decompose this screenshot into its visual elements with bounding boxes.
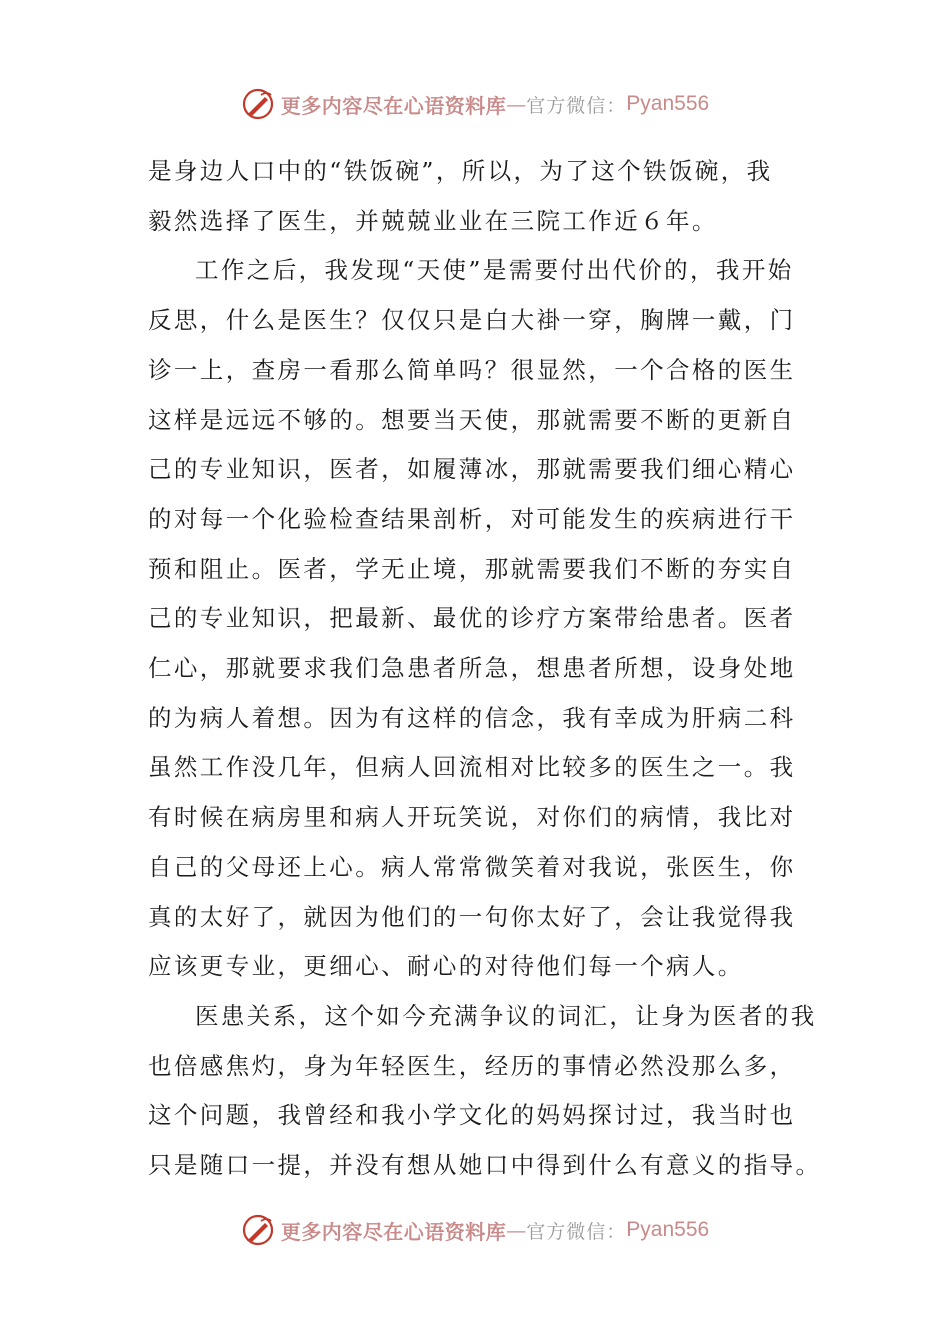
- paragraph-start-line: 工作之后，我发现“天使”是需要付出代价的，我开始: [195, 256, 794, 285]
- body-line: 也倍感焦灼，身为年轻医生，经历的事情必然没那么多，: [148, 1051, 796, 1080]
- body-line: 预和阻止。医者，学无止境，那就需要我们不断的夯实自: [148, 554, 796, 583]
- body-line: 是身边人口中的“铁饭碗”，所以，为了这个铁饭碗，我: [148, 157, 773, 185]
- body-line: 的对每一个化验检查结果剖析，对可能发生的疾病进行干: [148, 504, 796, 533]
- footer-wechat-id: Pyan556: [626, 1218, 710, 1241]
- pen-logo-icon: [241, 87, 275, 121]
- footer-banner: [0, 1210, 950, 1250]
- body-line: 只是随口一提，并没有想从她口中得到什么有意义的指导。: [148, 1151, 822, 1180]
- pen-logo-icon: [241, 1213, 275, 1247]
- body-line: 反思，什么是医生？仅仅只是白大褂一穿，胸牌一戴，门: [148, 306, 796, 335]
- body-line: 己的专业知识，医者，如履薄冰，那就需要我们细心精心: [148, 455, 796, 484]
- body-line: 己的专业知识，把最新、最优的诊疗方案带给患者。医者: [148, 604, 796, 633]
- body-line: 诊一上，查房一看那么简单吗？很显然，一个合格的医生: [148, 355, 796, 384]
- body-line: 这样是远远不够的。想要当天使，那就需要不断的更新自: [148, 405, 796, 434]
- footer-separator: —: [506, 1218, 527, 1242]
- paragraph-start-line: 医患关系，这个如今充满争议的词汇，让身为医者的我: [195, 1001, 817, 1030]
- body-line: 毅然选择了医生，并兢兢业业在三院工作近６年。: [148, 206, 718, 235]
- body-line: 的为病人着想。因为有这样的信念，我有幸成为肝病二科: [148, 703, 796, 732]
- body-line: 有时候在病房里和病人开玩笑说，对你们的病情，我比对: [148, 803, 796, 832]
- header-promo-text: 更多内容尽在心语资料库: [280, 93, 507, 118]
- body-line: 虽然工作没几年，但病人回流相对比较多的医生之一。我: [148, 753, 796, 782]
- document-body: [148, 147, 822, 1191]
- footer-promo-text: 更多内容尽在心语资料库: [280, 1219, 507, 1244]
- body-line: 自己的父母还上心。病人常常微笑着对我说，张医生，你: [148, 852, 796, 881]
- header-banner: [0, 84, 950, 124]
- body-line: 仁心，那就要求我们急患者所急，想患者所想，设身处地: [148, 654, 796, 683]
- header-separator: —: [506, 92, 527, 116]
- body-line: 应该更专业，更细心、耐心的对待他们每一个病人。: [148, 952, 744, 981]
- body-line: 真的太好了，就因为他们的一句你太好了，会让我觉得我: [148, 902, 796, 931]
- header-wechat-id: Pyan556: [626, 92, 710, 115]
- footer-wechat-label: 官方微信：: [526, 1220, 627, 1243]
- body-line: 这个问题，我曾经和我小学文化的妈妈探讨过，我当时也: [148, 1101, 796, 1130]
- header-wechat-label: 官方微信：: [526, 94, 627, 117]
